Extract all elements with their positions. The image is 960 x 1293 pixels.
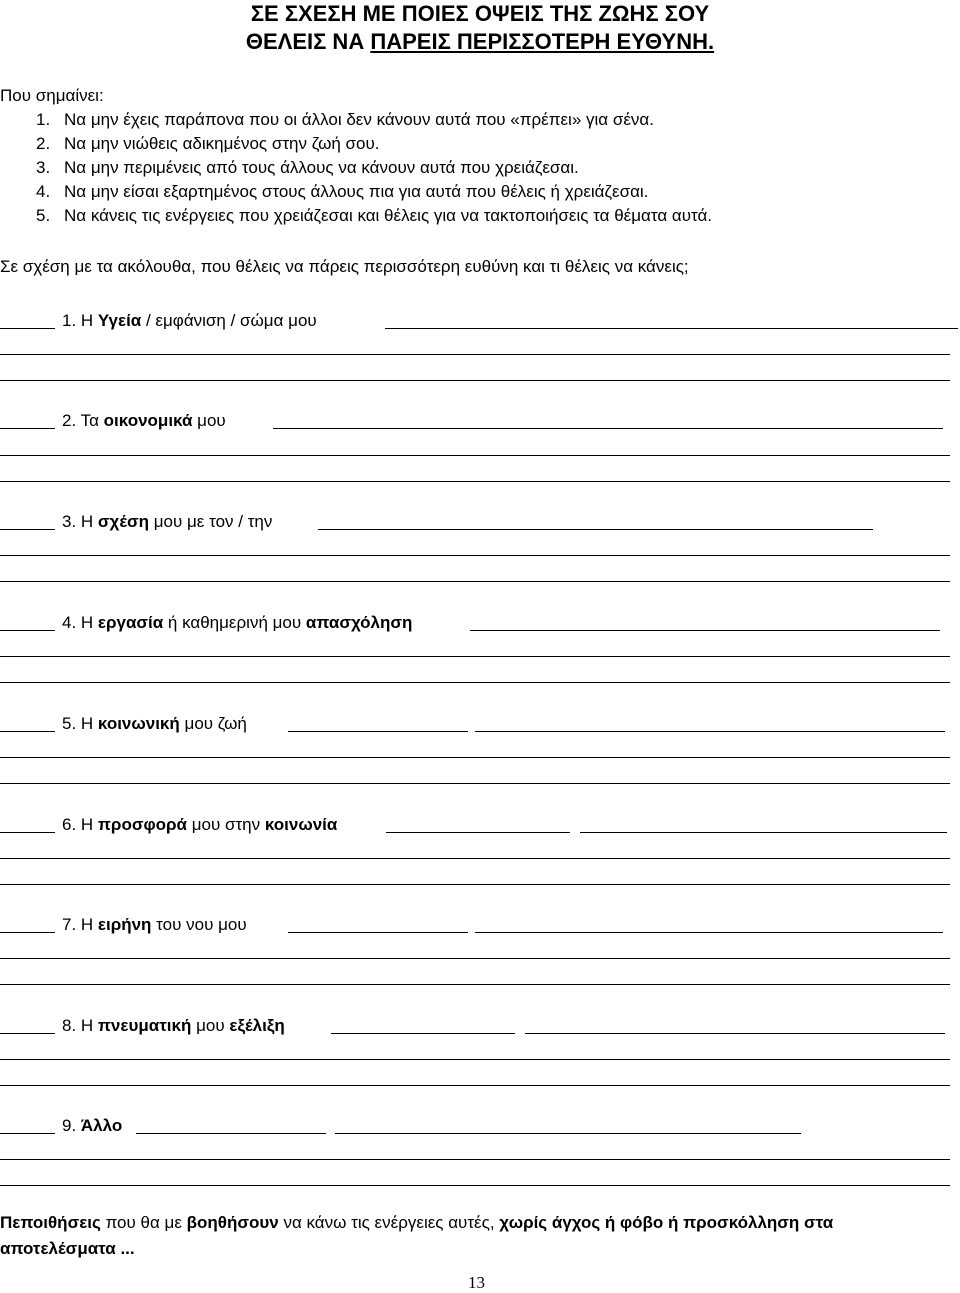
meaning-item-5: 5. Να κάνεις τις ενέργειες που χρειάζεσαι και θέλεις για να τακτοποιήσεις τα θέματα αυτά.: [36, 206, 713, 225]
answer-line[interactable]: [0, 757, 950, 758]
beliefs-text: Πεποιθήσεις που θα με βοηθήσουν να κάνω τις ενέργειες αυτές, χωρίς άγχος ή φόβο ή προσκόλληση στα: [0, 1213, 834, 1232]
answer-line[interactable]: [0, 656, 950, 657]
answer-line[interactable]: [0, 884, 950, 885]
answer-line[interactable]: [386, 832, 570, 833]
area-5-label: 5. Η κοινωνική μου ζωή: [62, 714, 247, 733]
question-text: Σε σχέση με τα ακόλουθα, που θέλεις να πάρεις περισσότερη ευθύνη και τι θέλεις να κάνεις;: [0, 257, 689, 276]
answer-line[interactable]: [0, 858, 950, 859]
answer-line[interactable]: [0, 682, 950, 683]
title-line-1: ΣΕ ΣΧΕΣΗ ΜΕ ΠΟΙΕΣ ΟΨΕΙΣ ΤΗΣ ΖΩΗΣ ΣΟΥ: [250, 1, 710, 26]
beliefs-text-line-2: αποτελέσματα ...: [0, 1239, 135, 1258]
answer-line[interactable]: [0, 581, 950, 582]
area-4-label: 4. Η εργασία ή καθημερινή μου απασχόληση: [62, 613, 413, 632]
area-1-label: 1. Η Υγεία / εμφάνιση / σώμα μου: [62, 311, 317, 330]
answer-line[interactable]: [475, 731, 945, 732]
rating-blank[interactable]: [0, 1033, 55, 1034]
answer-line[interactable]: [0, 984, 950, 985]
meaning-item-4: 4. Να μην είσαι εξαρτημένος στους άλλους πια για αυτά που θέλεις ή χρειάζεσαι.: [36, 182, 649, 201]
answer-line[interactable]: [0, 555, 950, 556]
answer-line[interactable]: [580, 832, 947, 833]
page-title: [0, 0, 960, 56]
answer-line[interactable]: [0, 354, 950, 355]
answer-line[interactable]: [0, 783, 950, 784]
answer-line[interactable]: [273, 428, 943, 429]
rating-blank[interactable]: [0, 529, 55, 530]
meaning-item-2: 2. Να μην νιώθεις αδικημένος στην ζωή σου.: [36, 134, 380, 153]
answer-line[interactable]: [318, 529, 873, 530]
answer-line[interactable]: [525, 1033, 945, 1034]
answer-line[interactable]: [0, 1059, 950, 1060]
area-9-label: 9. Άλλο: [62, 1116, 123, 1135]
answer-line[interactable]: [470, 630, 940, 631]
area-8-label: 8. Η πνευματική μου εξέλιξη: [62, 1016, 285, 1035]
answer-line[interactable]: [385, 328, 958, 329]
rating-blank[interactable]: [0, 731, 55, 732]
page-number: 13: [468, 1273, 485, 1292]
title-line-2-underlined: ΠΑΡΕΙΣ ΠΕΡΙΣΣΟΤΕΡΗ ΕΥΘΥΝΗ.: [370, 29, 715, 54]
answer-line[interactable]: [0, 1085, 950, 1086]
answer-line[interactable]: [0, 481, 950, 482]
answer-line[interactable]: [331, 1033, 515, 1034]
answer-line[interactable]: [136, 1133, 326, 1134]
answer-line[interactable]: [288, 932, 468, 933]
rating-blank[interactable]: [0, 932, 55, 933]
rating-blank[interactable]: [0, 428, 55, 429]
meaning-item-1: 1. Να μην έχεις παράπονα που οι άλλοι δεν κάνουν αυτά που «πρέπει» για σένα.: [36, 110, 654, 129]
answer-line[interactable]: [0, 958, 950, 959]
answer-line[interactable]: [0, 1159, 950, 1160]
title-line-2: [0, 28, 960, 56]
meaning-item-3: 3. Να μην περιμένεις από τους άλλους να κάνουν αυτά που χρειάζεσαι.: [36, 158, 579, 177]
rating-blank[interactable]: [0, 630, 55, 631]
answer-line[interactable]: [0, 455, 950, 456]
answer-line[interactable]: [0, 380, 950, 381]
area-7-label: 7. Η ειρήνη του νου μου: [62, 915, 247, 934]
title-line-2-prefix: ΘΕΛΕΙΣ ΝΑ: [245, 29, 371, 54]
area-2-label: 2. Τα οικονομικά μου: [62, 411, 226, 430]
answer-line[interactable]: [288, 731, 468, 732]
answer-line[interactable]: [475, 932, 943, 933]
area-6-label: 6. Η προσφορά μου στην κοινωνία: [62, 815, 338, 834]
answer-line[interactable]: [335, 1133, 801, 1134]
meaning-heading: Που σημαίνει:: [0, 86, 104, 105]
rating-blank[interactable]: [0, 328, 55, 329]
area-3-label: 3. Η σχέση μου με τον / την: [62, 512, 273, 531]
rating-blank[interactable]: [0, 832, 55, 833]
answer-line[interactable]: [0, 1185, 950, 1186]
rating-blank[interactable]: [0, 1133, 55, 1134]
